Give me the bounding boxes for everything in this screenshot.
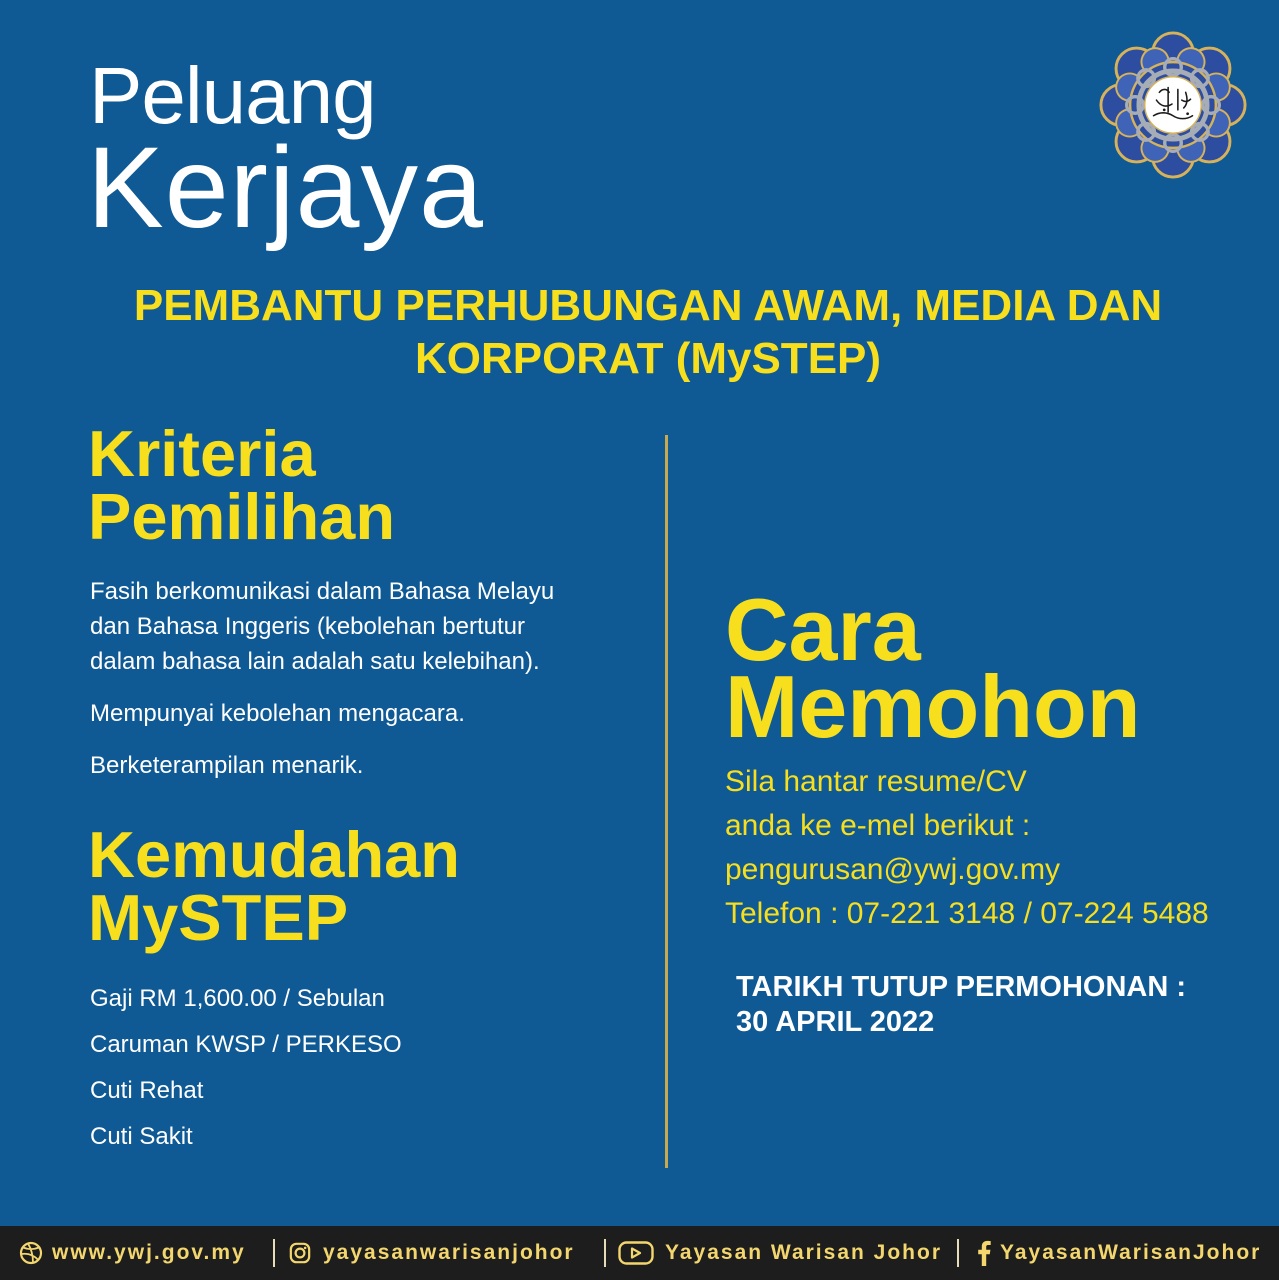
criteria-heading <box>88 417 396 553</box>
footer-separator <box>273 1239 275 1267</box>
benefit-item: Gaji RM 1,600.00 / Sebulan <box>90 985 385 1012</box>
instagram-handle: yayasanwarisanjohor <box>323 1241 575 1264</box>
apply-instructions <box>725 760 1209 936</box>
apply-phone: Telefon : 07-221 3148 / 07-224 5488 <box>725 897 1209 930</box>
apply-heading-line-2: Memohon <box>725 657 1141 756</box>
job-position-title <box>18 279 1278 385</box>
benefits-heading <box>88 818 461 954</box>
emblem-logo <box>1098 30 1248 180</box>
website-globe-icon <box>19 1241 43 1265</box>
apply-instruction-line: anda ke e-mel berikut : <box>725 809 1031 842</box>
title-line-1: Peluang <box>89 51 376 140</box>
footer-bar <box>0 1226 1279 1280</box>
instagram-icon <box>289 1242 311 1264</box>
title-line-2: Kerjaya <box>87 124 484 252</box>
column-divider <box>665 435 668 1168</box>
apply-email: pengurusan@ywj.gov.my <box>725 853 1061 886</box>
benefit-item: Cuti Sakit <box>90 1123 193 1150</box>
facebook-page-name: YayasanWarisanJohor <box>1000 1241 1262 1264</box>
benefits-list <box>90 976 402 1160</box>
criteria-heading-line-1: Kriteria <box>88 417 316 490</box>
job-position-line-2: KORPORAT (MySTEP) <box>414 334 882 383</box>
youtube-icon <box>618 1241 654 1265</box>
website-url: www.ywj.gov.my <box>52 1241 246 1264</box>
benefit-item: Caruman KWSP / PERKESO <box>90 1031 402 1058</box>
criteria-item: Mempunyai kebolehan mengacara. <box>90 700 465 727</box>
criteria-list <box>90 574 580 800</box>
benefits-heading-line-2: MySTEP <box>88 881 349 954</box>
apply-heading <box>725 580 1141 756</box>
emblem-logo-graphic <box>1098 30 1248 180</box>
closing-date-label: TARIKH TUTUP PERMOHONAN : <box>736 971 1187 1003</box>
closing-date-block <box>736 970 1186 1040</box>
apply-heading-line-1: Cara <box>725 580 921 679</box>
youtube-channel-name: Yayasan Warisan Johor <box>665 1241 942 1264</box>
apply-instruction-line: Sila hantar resume/CV <box>725 765 1027 798</box>
footer-separator <box>957 1239 959 1267</box>
criteria-heading-line-2: Pemilihan <box>88 480 396 553</box>
job-position-line-1: PEMBANTU PERHUBUNGAN AWAM, MEDIA DAN <box>133 281 1163 330</box>
closing-date-value: 30 APRIL 2022 <box>736 1006 935 1038</box>
criteria-item: Fasih berkomunikasi dalam Bahasa Melayu dan Bahasa Inggeris (kebolehan bertutur dalam bahasa lain adalah satu kelebihan). <box>90 578 555 675</box>
benefit-item: Cuti Rehat <box>90 1077 204 1104</box>
benefits-heading-line-1: Kemudahan <box>88 818 461 891</box>
facebook-icon <box>977 1240 991 1266</box>
footer-separator <box>604 1239 606 1267</box>
criteria-item: Berketerampilan menarik. <box>90 752 364 779</box>
